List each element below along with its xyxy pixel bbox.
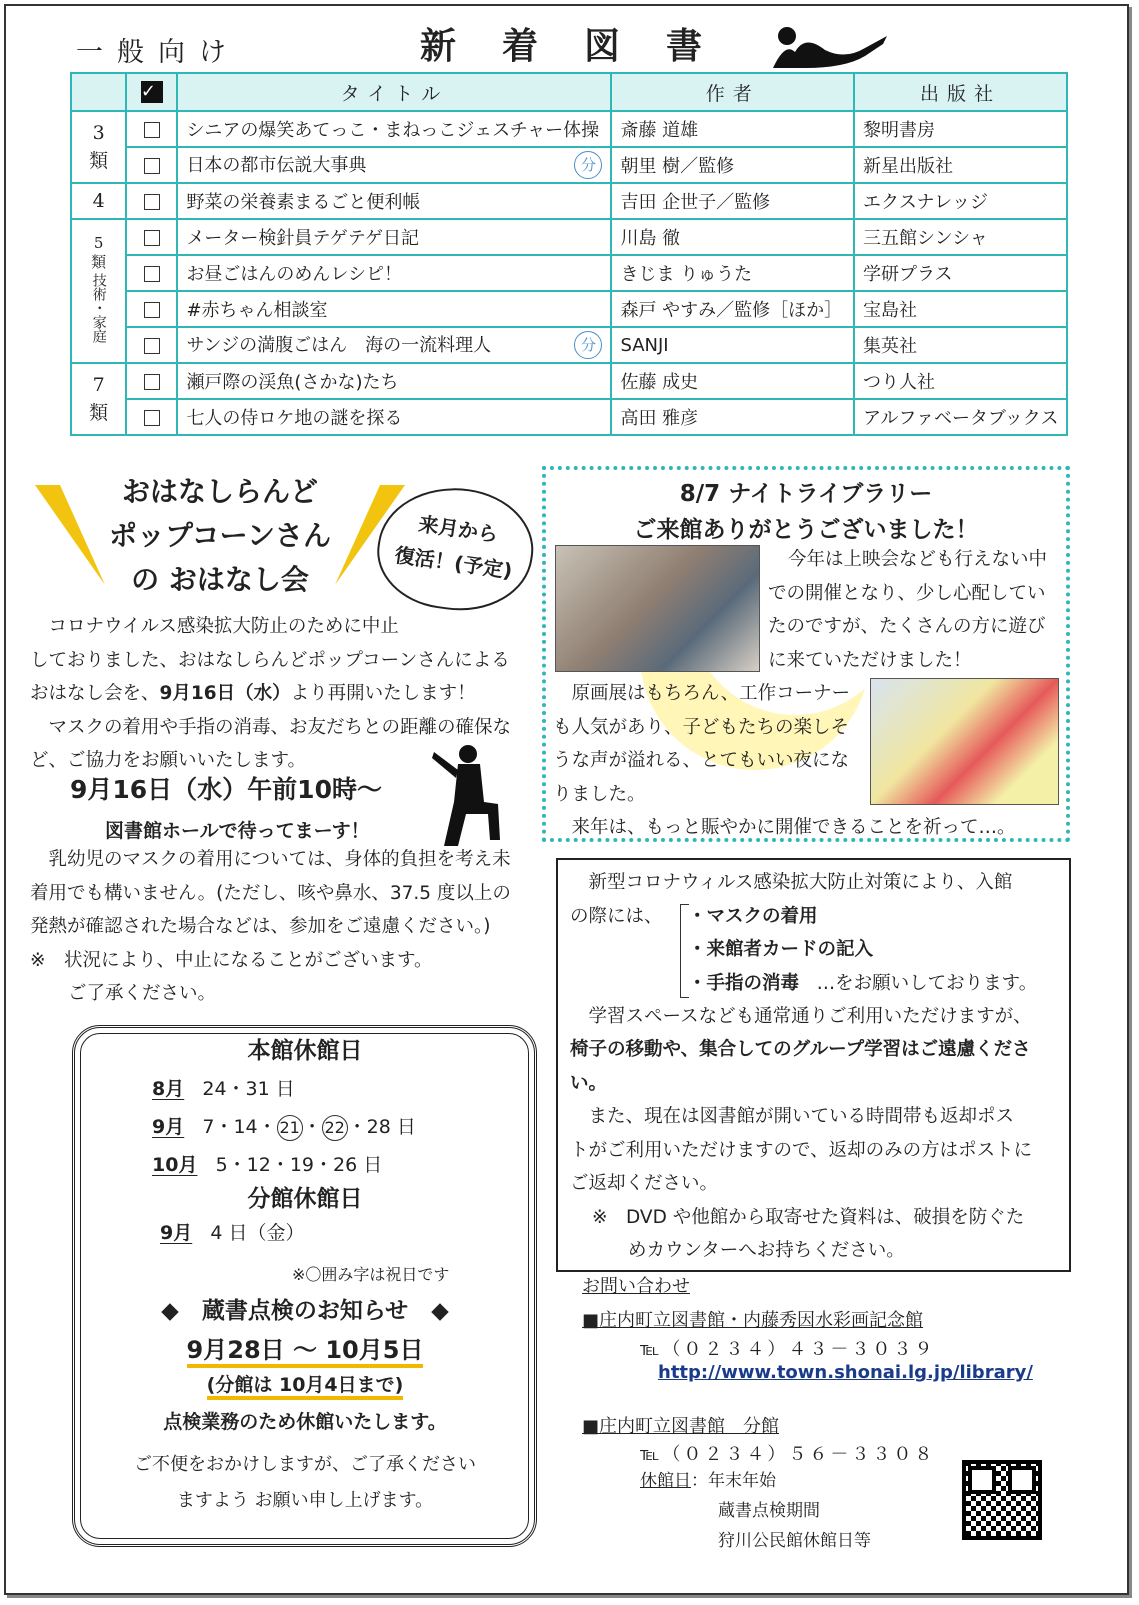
resume-date: 9月16日（水） <box>159 683 291 704</box>
covid-list-block <box>570 900 1065 1000</box>
book-author: 吉田 企世子／監修 <box>611 183 854 219</box>
text-line: 着用でも構いません。(ただし、咳や鼻水、37.5 度以上の <box>30 882 511 904</box>
book-publisher: 三五館シンシャ <box>854 219 1067 255</box>
text-line: ※ 状況により、中止になることがございます。 <box>30 949 433 971</box>
table-row <box>71 399 1067 435</box>
book-author: きじま りゅうた <box>611 255 854 291</box>
holiday-item: ：年末年始 <box>691 1471 776 1491</box>
text-line: 椅子の移動や、集合してのグループ学習はご遠慮くださ <box>570 1039 1031 1060</box>
text-line: りました。 <box>553 783 646 805</box>
book-checkbox[interactable] <box>144 158 160 174</box>
storytime-title <box>90 470 350 602</box>
table-header-row <box>71 73 1067 111</box>
text-span: より再開いたします！ <box>290 683 476 704</box>
text-line: い。 <box>570 1072 608 1094</box>
bubble-line: 復活！(予定) <box>393 542 514 583</box>
night-text-left <box>553 677 868 811</box>
text-line: めカウンターへお持ちください。 <box>628 1240 905 1261</box>
table-row <box>71 255 1067 291</box>
book-checkbox[interactable] <box>144 302 160 318</box>
checkmark-icon: ✓ <box>140 81 164 103</box>
author-header: 作者 <box>611 73 854 111</box>
day-list: 4 日（金） <box>210 1222 305 1244</box>
list-item: ・来館者カードの記入 <box>688 939 874 960</box>
main-library-tel: ℡（０２３４）４３－３０３９ <box>640 1339 936 1360</box>
text-line: に来ていただけました！ <box>768 649 972 671</box>
apology <box>85 1447 525 1519</box>
book-author: 森戸 やすみ／監修［ほか］ <box>611 291 854 327</box>
book-title: 日本の都市伝説大事典 <box>186 155 367 176</box>
book-author: 朝里 樹／監修 <box>611 147 854 183</box>
book-title: メーター検針員テゲテゲ日記 <box>177 219 611 255</box>
month-label: 8月 <box>152 1078 185 1100</box>
inspection-title: ◆ 蔵書点検のお知らせ ◆ <box>161 1298 449 1324</box>
storytime-datetime: 9月16日（水）午前10時～ <box>70 775 382 804</box>
new-books-table <box>70 72 1068 436</box>
book-title: 野菜の栄養素まるごと便利帳 <box>177 183 611 219</box>
text-line: ご了承ください。 <box>68 983 217 1004</box>
book-checkbox[interactable] <box>144 338 160 354</box>
holiday-circle: 22 <box>322 1115 348 1141</box>
book-publisher: 学研プラス <box>854 255 1067 291</box>
text-line: トがご利用いただけますので、返却のみの方はポストに <box>570 1139 1033 1161</box>
book-title: シニアの爆笑あてっこ・まねっこジェスチャー体操 <box>177 111 611 147</box>
covid-list <box>688 900 1037 1001</box>
branch-closed-dates <box>160 1218 305 1245</box>
check-header <box>126 73 177 111</box>
day-list: 5・12・19・26 日 <box>215 1154 383 1176</box>
inspection-dates: 9月28日 ～ 10月5日 <box>187 1336 424 1368</box>
storytime-title-line: おはなしらんど <box>121 475 318 508</box>
book-publisher: 宝島社 <box>854 291 1067 327</box>
qr-code-icon[interactable] <box>962 1460 1042 1540</box>
group-header <box>71 73 126 111</box>
inspection-branch: (分館は 10月4日まで) <box>207 1374 404 1400</box>
inspection-branch-wrap <box>85 1370 525 1397</box>
night-library-title <box>546 476 1066 548</box>
text-line: マスクの着用や手指の消毒、お友だちとの距離の確保な <box>30 716 512 738</box>
text-line: 学習スペースなども通常通りご利用いただけますが、 <box>570 1005 1032 1027</box>
book-checkbox[interactable] <box>144 266 160 282</box>
covid-notice <box>570 866 1065 1268</box>
month-label: 9月 <box>152 1116 185 1138</box>
holiday-note: ※〇囲み字は祝日です <box>292 1265 450 1284</box>
branch-library-name: ■庄内町立図書館 分館 <box>582 1416 780 1437</box>
month-label: 9月 <box>160 1222 193 1244</box>
table-row <box>71 327 1067 363</box>
closed-row <box>152 1146 416 1184</box>
main-closed-dates <box>152 1070 416 1184</box>
night-title-line: ご来館ありがとうございました！ <box>633 517 979 543</box>
table-row <box>71 111 1067 147</box>
book-author: SANJI <box>611 327 854 363</box>
text-line: うな声が溢れる、とてもいい夜にな <box>553 750 850 771</box>
holiday-item: 狩川公民館休館日等 <box>718 1531 871 1551</box>
list-item <box>688 967 1037 1001</box>
group-label: 5 類 技術・家庭 <box>71 219 126 363</box>
text-line: ますよう お願い申し上げます。 <box>176 1490 434 1511</box>
book-title: 瀬戸際の渓魚(さかな)たち <box>177 363 611 399</box>
reading-figure-illustration <box>765 22 890 72</box>
list-item-label: ・手指の消毒 <box>688 972 800 994</box>
publisher-header: 出版社 <box>854 73 1067 111</box>
book-checkbox[interactable] <box>144 410 160 426</box>
book-checkbox[interactable] <box>144 374 160 390</box>
category-label: 一般向け <box>76 37 240 68</box>
title-header: タイトル <box>177 73 611 111</box>
text-line: しておりました、おはなしらんどポップコーンさんによる <box>30 649 510 671</box>
library-url-link[interactable]: http://www.town.shonai.lg.jp/library/ <box>658 1362 1033 1383</box>
book-checkbox[interactable] <box>144 230 160 246</box>
text-line: ご返却ください。 <box>570 1173 719 1194</box>
group-label: 7 類 <box>71 363 126 435</box>
text-span: の際には、 <box>570 905 663 927</box>
exhibit-photo <box>870 678 1059 805</box>
contact-heading: お問い合わせ <box>582 1276 690 1297</box>
storytime-notes <box>30 843 545 1011</box>
list-item: ・マスクの着用 <box>688 905 818 927</box>
book-author: 佐藤 成史 <box>611 363 854 399</box>
bubble-line: 来月から <box>417 511 500 547</box>
inspection-dates-wrap <box>85 1330 525 1365</box>
text-span: …をお願いしております。 <box>816 972 1038 994</box>
storytime-location: 図書館ホールで待ってまーす！ <box>105 820 370 842</box>
night-text-right <box>768 543 1063 677</box>
text-line: コロナウイルス感染拡大防止のために中止 <box>30 616 399 637</box>
book-author: 高田 雅彦 <box>611 399 854 435</box>
branch-closed-title: 分館休館日 <box>247 1186 363 1212</box>
book-title: 七人の侍ロケ地の謎を探る <box>177 399 611 435</box>
branch-library-icon: 分 <box>574 151 602 179</box>
day-list: 24・31 日 <box>202 1078 295 1100</box>
book-checkbox[interactable] <box>144 122 160 138</box>
night-title-line: 8/7 ナイトライブラリー <box>679 481 933 507</box>
kneeling-man-illustration <box>428 742 508 850</box>
night-closing: 来年は、もっと賑やかに開催できることを祈って…。 <box>553 817 1016 838</box>
text-line: での開催となり、少し心配してい <box>768 582 1046 604</box>
table-row <box>71 291 1067 327</box>
storytime-title-line: の おはなし会 <box>131 563 309 596</box>
book-title-cell <box>177 147 611 183</box>
inspection-message: 点検業務のため休館いたします。 <box>163 1411 447 1433</box>
closed-row <box>152 1108 416 1146</box>
page-title: 新着図書 <box>420 25 749 67</box>
book-publisher: 黎明書房 <box>854 111 1067 147</box>
holiday-circle: 21 <box>277 1115 303 1141</box>
group-label: 4 <box>71 183 126 219</box>
book-author: 斎藤 道雄 <box>611 111 854 147</box>
text-line <box>30 677 540 711</box>
table-row <box>71 219 1067 255</box>
day-list: ・28 日 <box>347 1116 416 1138</box>
table-row <box>71 183 1067 219</box>
book-title: お昼ごはんのめんレシピ！ <box>177 255 611 291</box>
book-checkbox[interactable] <box>144 194 160 210</box>
library-url-wrap <box>658 1362 1033 1383</box>
main-library-name: ■庄内町立図書館・内藤秀因水彩画記念館 <box>582 1310 924 1331</box>
text-line: 乳幼児のマスクの着用については、身体的負担を考え未 <box>30 849 511 870</box>
text-line: 今年は上映会なども行えない中 <box>788 549 1048 570</box>
day-list: 7・14・ <box>202 1116 277 1138</box>
text-line: も人気があり、子どもたちの楽しそ <box>553 716 850 738</box>
book-publisher: エクスナレッジ <box>854 183 1067 219</box>
text-line: たのですが、たくさんの方に遊び <box>768 616 1046 637</box>
book-title: #赤ちゃん相談室 <box>177 291 611 327</box>
book-author: 川島 徹 <box>611 219 854 255</box>
main-closed-title: 本館休館日 <box>247 1038 363 1064</box>
closed-row <box>152 1070 416 1108</box>
crafts-photo <box>555 545 760 672</box>
book-publisher: つり人社 <box>854 363 1067 399</box>
branch-holidays <box>640 1466 871 1556</box>
book-title: サンジの満腹ごはん 海の一流料理人 <box>186 335 492 356</box>
holiday-row <box>640 1466 871 1496</box>
storytime-title-line: ポップコーンさん <box>108 519 332 552</box>
book-publisher: 集英社 <box>854 327 1067 363</box>
text-line: ご不便をおかけしますが、ご了承ください <box>134 1454 476 1475</box>
branch-library-icon: 分 <box>574 331 602 359</box>
group-label: 3 類 <box>71 111 126 183</box>
text-line: 原画展はもちろん、工作コーナー <box>553 683 851 704</box>
table-row <box>71 147 1067 183</box>
text-line: また、現在は図書館が開いている時間帯も返却ポス <box>570 1106 1015 1127</box>
book-publisher: 新星出版社 <box>854 147 1067 183</box>
holiday-label: 休館日 <box>640 1471 691 1491</box>
text-line: 新型コロナウィルス感染拡大防止対策により、入館 <box>570 872 1013 893</box>
holiday-item: 蔵書点検期間 <box>718 1501 820 1521</box>
text-line: ど、ご協力をお願いいたします。 <box>30 750 307 771</box>
table-row <box>71 363 1067 399</box>
book-publisher: アルファベータブックス <box>854 399 1067 435</box>
text-span: おはなし会を、 <box>30 683 160 704</box>
separator: ・ <box>302 1116 322 1138</box>
branch-library-tel: ℡（０２３４）５６－３３０８ <box>640 1444 936 1465</box>
text-line: ※ DVD や他館から取寄せた資料は、破損を防ぐた <box>592 1206 1025 1228</box>
month-label: 10月 <box>152 1154 198 1176</box>
text-line: 発熱が確認された場合などは、参加をご遠慮ください。) <box>30 916 491 937</box>
book-title-cell <box>177 327 611 363</box>
